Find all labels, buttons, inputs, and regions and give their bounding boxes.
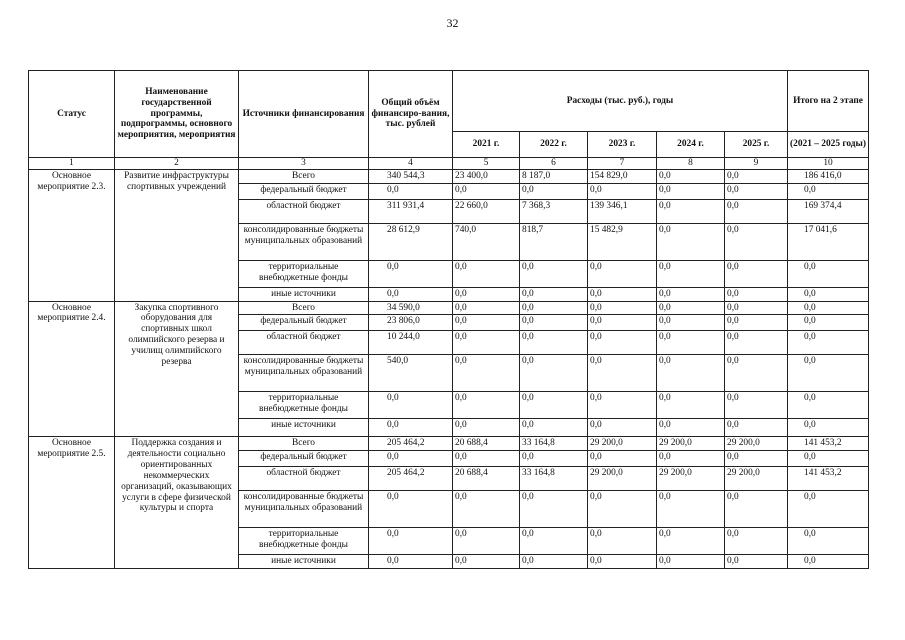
amount-cell: 205 464,2 xyxy=(369,467,453,491)
amount-cell: 0,0 xyxy=(453,451,520,467)
amount-cell: 29 200,0 xyxy=(725,437,788,451)
amount-cell: 0,0 xyxy=(657,287,725,301)
amount-cell: 0,0 xyxy=(453,260,520,287)
amount-cell: 22 660,0 xyxy=(453,199,520,223)
column-number: 2 xyxy=(115,158,239,170)
amount-cell: 139 346,1 xyxy=(588,199,657,223)
column-number: 9 xyxy=(725,158,788,170)
amount-cell: 0,0 xyxy=(453,528,520,555)
amount-cell: 0,0 xyxy=(588,183,657,199)
funding-source: иные источники xyxy=(239,555,369,569)
amount-cell: 0,0 xyxy=(453,419,520,437)
amount-cell: 0,0 xyxy=(369,528,453,555)
amount-cell: 340 544,3 xyxy=(369,170,453,184)
amount-cell: 7 368,3 xyxy=(520,199,588,223)
amount-cell: 0,0 xyxy=(657,223,725,260)
amount-cell: 0,0 xyxy=(453,555,520,569)
amount-cell: 0,0 xyxy=(657,392,725,419)
amount-cell: 0,0 xyxy=(588,451,657,467)
amount-cell: 0,0 xyxy=(725,555,788,569)
funding-source: консолидированные бюджеты муниципальных образований xyxy=(239,223,369,260)
amount-cell: 0,0 xyxy=(588,287,657,301)
amount-cell: 0,0 xyxy=(520,528,588,555)
amount-cell: 0,0 xyxy=(725,183,788,199)
amount-cell: 0,0 xyxy=(657,170,725,184)
funding-source: областной бюджет xyxy=(239,331,369,355)
amount-cell: 29 200,0 xyxy=(725,467,788,491)
funding-source: Всего xyxy=(239,437,369,451)
amount-cell: 29 200,0 xyxy=(588,467,657,491)
amount-cell: 0,0 xyxy=(520,555,588,569)
header-stage-total: Итого на 2 этапе xyxy=(788,71,869,132)
amount-cell: 0,0 xyxy=(788,555,869,569)
amount-cell: 0,0 xyxy=(453,355,520,392)
amount-cell: 0,0 xyxy=(657,315,725,331)
amount-cell: 0,0 xyxy=(788,451,869,467)
amount-cell: 0,0 xyxy=(588,355,657,392)
amount-cell: 0,0 xyxy=(369,419,453,437)
amount-cell: 0,0 xyxy=(520,315,588,331)
amount-cell: 0,0 xyxy=(520,260,588,287)
amount-cell: 0,0 xyxy=(588,315,657,331)
activity-status: Основное мероприятие 2.3. xyxy=(29,170,115,302)
amount-cell: 311 931,4 xyxy=(369,199,453,223)
amount-cell: 169 374,4 xyxy=(788,199,869,223)
amount-cell: 29 200,0 xyxy=(657,437,725,451)
amount-cell: 0,0 xyxy=(725,392,788,419)
amount-cell: 0,0 xyxy=(453,392,520,419)
amount-cell: 0,0 xyxy=(520,451,588,467)
amount-cell: 0,0 xyxy=(725,199,788,223)
amount-cell: 0,0 xyxy=(588,392,657,419)
amount-cell: 0,0 xyxy=(788,491,869,528)
header-total: Общий объём финансиро-вания, тыс. рублей xyxy=(369,71,453,158)
amount-cell: 0,0 xyxy=(788,528,869,555)
activity-name: Поддержка создания и деятельности социально ориентированных некоммерческих организаций, оказывающих услуги в сфере физической культуры и спорта xyxy=(115,437,239,569)
funding-source: федеральный бюджет xyxy=(239,451,369,467)
amount-cell: 0,0 xyxy=(788,301,869,315)
amount-cell: 0,0 xyxy=(725,315,788,331)
amount-cell: 0,0 xyxy=(788,419,869,437)
amount-cell: 0,0 xyxy=(588,555,657,569)
table-row xyxy=(29,437,869,451)
activity-status: Основное мероприятие 2.4. xyxy=(29,301,115,437)
amount-cell: 141 453,2 xyxy=(788,437,869,451)
amount-cell: 0,0 xyxy=(588,301,657,315)
header-sources: Источники финансирования xyxy=(239,71,369,158)
amount-cell: 0,0 xyxy=(657,301,725,315)
amount-cell: 0,0 xyxy=(725,301,788,315)
header-year: 2021 г. xyxy=(453,132,520,158)
amount-cell: 28 612,9 xyxy=(369,223,453,260)
amount-cell: 0,0 xyxy=(453,491,520,528)
funding-source: областной бюджет xyxy=(239,467,369,491)
amount-cell: 0,0 xyxy=(657,528,725,555)
column-number: 10 xyxy=(788,158,869,170)
amount-cell: 0,0 xyxy=(453,287,520,301)
header-year: 2024 г. xyxy=(657,132,725,158)
header-status: Статус xyxy=(29,71,115,158)
activity-status: Основное мероприятие 2.5. xyxy=(29,437,115,569)
funding-source: территориальные внебюджетные фонды xyxy=(239,392,369,419)
amount-cell: 0,0 xyxy=(369,260,453,287)
funding-source: Всего xyxy=(239,170,369,184)
table-body xyxy=(29,158,869,569)
amount-cell: 141 453,2 xyxy=(788,467,869,491)
amount-cell: 0,0 xyxy=(725,331,788,355)
amount-cell: 0,0 xyxy=(369,392,453,419)
amount-cell: 23 806,0 xyxy=(369,315,453,331)
amount-cell: 0,0 xyxy=(725,260,788,287)
amount-cell: 0,0 xyxy=(657,183,725,199)
amount-cell: 0,0 xyxy=(657,260,725,287)
amount-cell: 0,0 xyxy=(369,287,453,301)
amount-cell: 0,0 xyxy=(725,223,788,260)
column-number: 7 xyxy=(588,158,657,170)
amount-cell: 0,0 xyxy=(453,301,520,315)
amount-cell: 0,0 xyxy=(725,355,788,392)
amount-cell: 15 482,9 xyxy=(588,223,657,260)
column-number: 1 xyxy=(29,158,115,170)
amount-cell: 540,0 xyxy=(369,355,453,392)
amount-cell: 10 244,0 xyxy=(369,331,453,355)
amount-cell: 17 041,6 xyxy=(788,223,869,260)
amount-cell: 29 200,0 xyxy=(657,467,725,491)
header-year: 2023 г. xyxy=(588,132,657,158)
amount-cell: 0,0 xyxy=(520,331,588,355)
column-number: 3 xyxy=(239,158,369,170)
amount-cell: 0,0 xyxy=(588,331,657,355)
amount-cell: 0,0 xyxy=(788,392,869,419)
amount-cell: 33 164,8 xyxy=(520,437,588,451)
funding-table xyxy=(28,70,869,569)
amount-cell: 186 416,0 xyxy=(788,170,869,184)
amount-cell: 154 829,0 xyxy=(588,170,657,184)
amount-cell: 0,0 xyxy=(588,419,657,437)
amount-cell: 0,0 xyxy=(725,287,788,301)
amount-cell: 0,0 xyxy=(657,331,725,355)
amount-cell: 0,0 xyxy=(453,183,520,199)
activity-name: Закупка спортивного оборудования для спортивных школ олимпийского резерва и училищ олимпийского резерва xyxy=(115,301,239,437)
amount-cell: 0,0 xyxy=(369,451,453,467)
amount-cell: 33 164,8 xyxy=(520,467,588,491)
amount-cell: 0,0 xyxy=(588,528,657,555)
amount-cell: 0,0 xyxy=(657,199,725,223)
funding-source: областной бюджет xyxy=(239,199,369,223)
amount-cell: 0,0 xyxy=(520,419,588,437)
amount-cell: 0,0 xyxy=(788,315,869,331)
column-number: 6 xyxy=(520,158,588,170)
amount-cell: 0,0 xyxy=(453,331,520,355)
column-number: 4 xyxy=(369,158,453,170)
funding-source: территориальные внебюджетные фонды xyxy=(239,528,369,555)
amount-cell: 0,0 xyxy=(369,491,453,528)
amount-cell: 0,0 xyxy=(520,355,588,392)
amount-cell: 0,0 xyxy=(725,419,788,437)
amount-cell: 0,0 xyxy=(520,287,588,301)
column-number: 8 xyxy=(657,158,725,170)
funding-source: консолидированные бюджеты муниципальных образований xyxy=(239,491,369,528)
amount-cell: 0,0 xyxy=(725,528,788,555)
page-number: 32 xyxy=(446,16,459,30)
amount-cell: 0,0 xyxy=(453,315,520,331)
amount-cell: 0,0 xyxy=(788,355,869,392)
funding-source: федеральный бюджет xyxy=(239,183,369,199)
column-numbers-row xyxy=(29,158,869,170)
amount-cell: 0,0 xyxy=(657,355,725,392)
amount-cell: 0,0 xyxy=(369,555,453,569)
amount-cell: 20 688,4 xyxy=(453,467,520,491)
funding-source: иные источники xyxy=(239,419,369,437)
funding-source: консолидированные бюджеты муниципальных образований xyxy=(239,355,369,392)
amount-cell: 29 200,0 xyxy=(588,437,657,451)
amount-cell: 0,0 xyxy=(725,170,788,184)
header-stage-period: (2021 – 2025 годы) xyxy=(788,132,869,158)
header-year: 2022 г. xyxy=(520,132,588,158)
amount-cell: 0,0 xyxy=(657,419,725,437)
header-expenses: Расходы (тыс. руб.), годы xyxy=(453,71,788,132)
funding-source: федеральный бюджет xyxy=(239,315,369,331)
funding-source: Всего xyxy=(239,301,369,315)
amount-cell: 818,7 xyxy=(520,223,588,260)
amount-cell: 0,0 xyxy=(520,392,588,419)
funding-source: территориальные внебюджетные фонды xyxy=(239,260,369,287)
activity-name: Развитие инфраструктуры спортивных учреждений xyxy=(115,170,239,302)
header-year: 2025 г. xyxy=(725,132,788,158)
amount-cell: 0,0 xyxy=(520,183,588,199)
amount-cell: 8 187,0 xyxy=(520,170,588,184)
amount-cell: 0,0 xyxy=(520,491,588,528)
amount-cell: 0,0 xyxy=(657,491,725,528)
amount-cell: 34 590,0 xyxy=(369,301,453,315)
amount-cell: 0,0 xyxy=(788,287,869,301)
amount-cell: 0,0 xyxy=(657,555,725,569)
funding-source: иные источники xyxy=(239,287,369,301)
amount-cell: 0,0 xyxy=(788,183,869,199)
column-number: 5 xyxy=(453,158,520,170)
amount-cell: 20 688,4 xyxy=(453,437,520,451)
amount-cell: 0,0 xyxy=(788,331,869,355)
amount-cell: 0,0 xyxy=(588,260,657,287)
amount-cell: 205 464,2 xyxy=(369,437,453,451)
amount-cell: 0,0 xyxy=(657,451,725,467)
amount-cell: 0,0 xyxy=(588,491,657,528)
header-name: Наименование государственной программы, подпрограммы, основного мероприятия, мероприятия xyxy=(115,71,239,158)
amount-cell: 0,0 xyxy=(725,451,788,467)
amount-cell: 23 400,0 xyxy=(453,170,520,184)
amount-cell: 0,0 xyxy=(725,491,788,528)
amount-cell: 740,0 xyxy=(453,223,520,260)
amount-cell: 0,0 xyxy=(520,301,588,315)
table-row xyxy=(29,301,869,315)
table-row xyxy=(29,170,869,184)
amount-cell: 0,0 xyxy=(788,260,869,287)
amount-cell: 0,0 xyxy=(369,183,453,199)
